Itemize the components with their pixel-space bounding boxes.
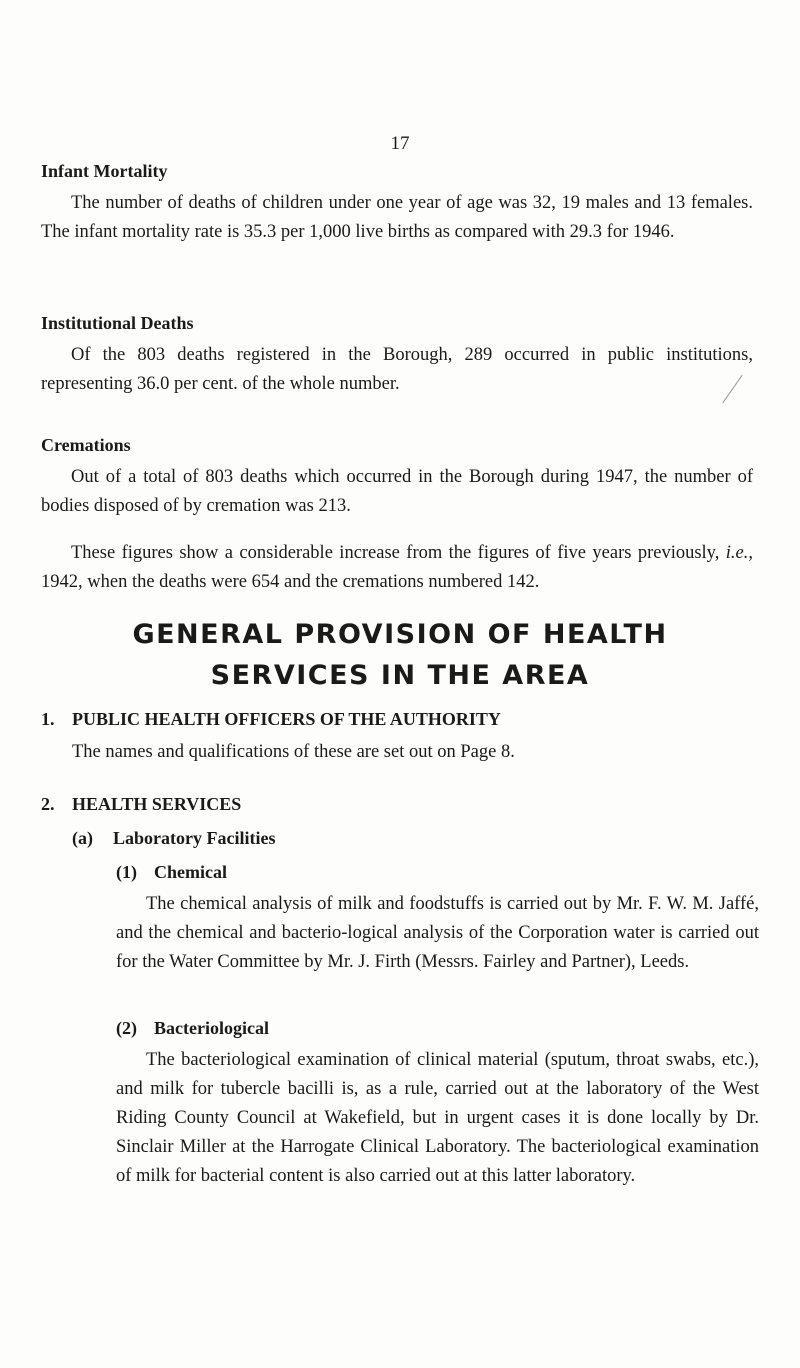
section-1-text: The names and qualifications of these are set out on Page 8.: [72, 742, 515, 762]
infant-mortality-text: The number of deaths of children under one year of age was 32, 19 males and 13 females. The infant mortality rate is 35.3 per 1,000 live births as compared with 29.3 for 1946.: [41, 193, 753, 242]
cremations-paragraph-1: Out of a total of 803 deaths which occurred in the Borough during 1947, the number of bodies disposed of by cremation was 213.: [41, 467, 753, 516]
bacteriological-heading: Bacteriological: [154, 1018, 269, 1038]
page-number: 17: [390, 133, 410, 154]
institutional-deaths-text: Of the 803 deaths registered in the Borough, 289 occurred in public institutions, representing 36.0 per cent. of the whole number.: [41, 345, 753, 394]
cremations-text-start: These figures show a considerable increase from the figures of five years previously,: [71, 543, 726, 563]
section-1-heading: PUBLIC HEALTH OFFICERS OF THE AUTHORITY: [72, 709, 501, 729]
general-provision-title-line-2: SERVICES IN THE AREA: [210, 660, 590, 691]
general-provision-title-line-1: GENERAL PROVISION OF HEALTH: [132, 619, 668, 650]
chemical-text: The chemical analysis of milk and foodstuffs is carried out by Mr. F. W. M. Jaffé, and the chemical and bacterio-logical analysis of the Corporation water is carried out for the Water Committee by Mr. J. Firth (Messrs. Fairley and Partner), Leeds.: [116, 894, 759, 972]
section-2-heading: HEALTH SERVICES: [72, 794, 242, 814]
bacteriological-text: The bacteriological examination of clinical material (sputum, throat swabs, etc.), and milk for tubercle bacilli is, as a rule, carried out at the laboratory of the West Riding County Council at Wakefield, but in urgent cases it is done locally by Dr. Sinclair Miller at the Harrogate Clinical Laboratory. The bacteriological examination of milk for bacterial content is also carried out at this latter laboratory.: [116, 1050, 759, 1186]
section-1-number: 1.: [41, 709, 55, 729]
item-1-label: (1): [116, 862, 137, 882]
item-2-label: (2): [116, 1018, 137, 1038]
institutional-deaths-heading: Institutional Deaths: [41, 313, 194, 333]
cremations-heading: Cremations: [41, 435, 131, 455]
subsection-a-label: (a): [72, 828, 93, 848]
cremations-paragraph-2: [41, 539, 753, 597]
ie-abbreviation: i.e.: [725, 543, 749, 563]
infant-mortality-heading: Infant Mortality: [41, 161, 168, 181]
chemical-heading: Chemical: [154, 862, 227, 882]
section-2-number: 2.: [41, 794, 55, 814]
laboratory-facilities-heading: Laboratory Facilities: [113, 828, 276, 848]
cremations-text-end: , 1942, when the deaths were 654 and the cremations numbered 142.: [41, 543, 753, 592]
